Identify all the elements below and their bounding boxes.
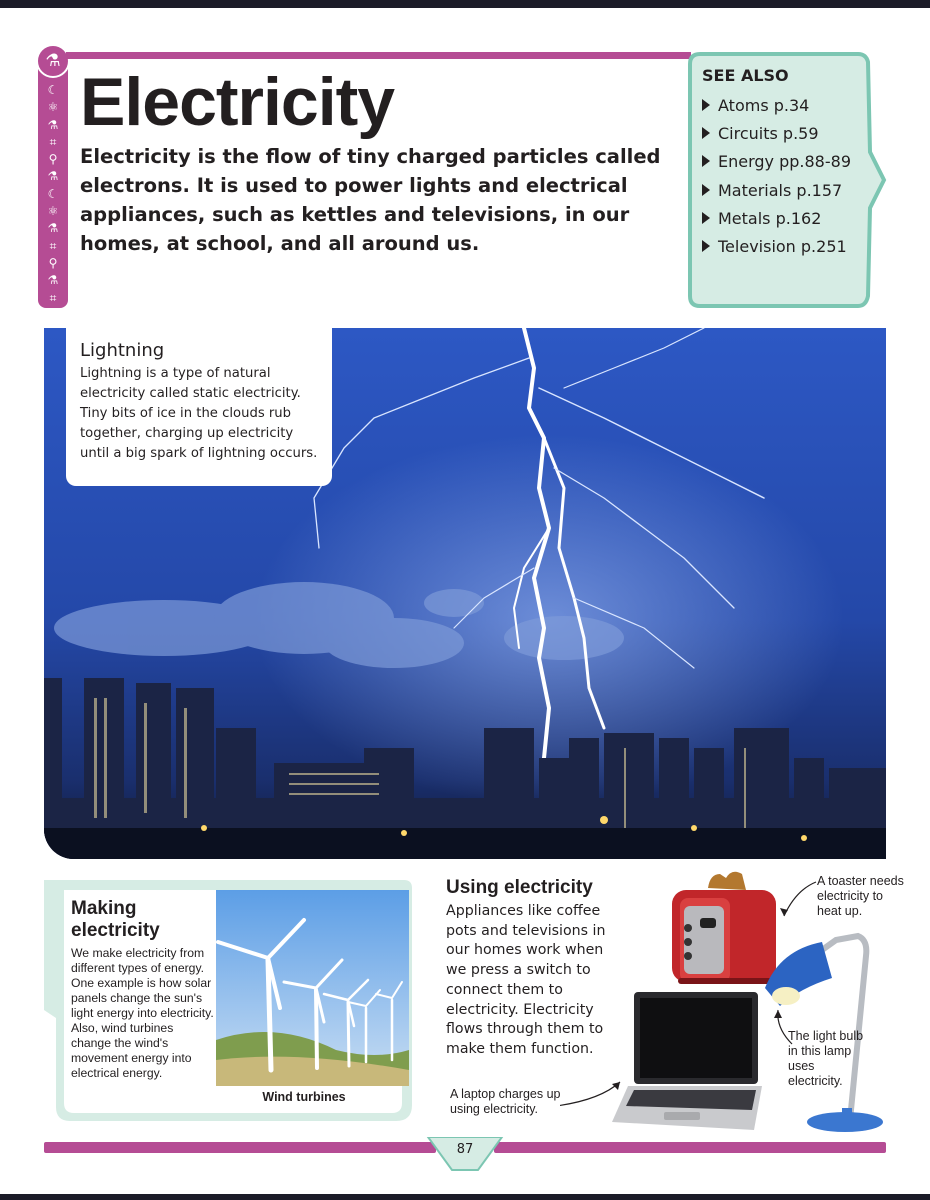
- see-also-item[interactable]: Television p.251: [702, 233, 851, 261]
- topic-glyph-icon: ⌗: [49, 134, 57, 149]
- topic-glyph-icon: ⚗: [47, 169, 59, 184]
- using-heading: Using electricity: [446, 877, 593, 898]
- triangle-bullet-icon: [702, 99, 710, 111]
- lamp-caption: The light bulb in this lamp uses electricity.: [788, 1029, 864, 1088]
- topic-glyph-icon: ⚛: [47, 204, 59, 219]
- topic-glyph-icon: ⚲: [48, 255, 58, 270]
- topic-glyph-icon: ⌗: [49, 238, 57, 253]
- page-title: Electricity: [80, 64, 395, 140]
- triangle-bullet-icon: [702, 212, 710, 224]
- lightning-caption-box: [66, 328, 332, 486]
- laptop-image: [612, 992, 762, 1130]
- making-heading: Making electricity: [71, 898, 160, 941]
- topic-icon-strip: [38, 46, 68, 308]
- topic-glyph-icon: ⚲: [48, 152, 58, 167]
- making-body: We make electricity from different types of energy. One example is how solar panels change the sun's light energy into electricity. Also, wind turbines change the wind's movement energy into electrical energy.: [71, 946, 214, 1080]
- page-number: 87: [456, 1142, 474, 1157]
- wind-turbines-photo: [216, 890, 409, 1086]
- laptop-caption: A laptop charges up using electricity.: [450, 1087, 561, 1116]
- title-rule: [66, 52, 691, 59]
- topic-icons: [38, 82, 68, 307]
- intro-text: Electricity is the flow of tiny charged particles called electrons. It is used to power lights and electrical appliances, such as kettles and televisions, in our homes, at school, and all around us.: [80, 145, 661, 255]
- see-also-title: SEE ALSO: [702, 66, 789, 85]
- triangle-bullet-icon: [702, 127, 710, 139]
- see-also-item[interactable]: Materials p.157: [702, 177, 851, 205]
- topic-glyph-icon: ⚗: [47, 117, 59, 132]
- turbine-caption: Wind turbines: [262, 1090, 346, 1104]
- see-also-item[interactable]: Atoms p.34: [702, 92, 851, 120]
- see-also-list: [702, 92, 851, 261]
- see-also-item[interactable]: Energy pp.88-89: [702, 148, 851, 176]
- toaster-caption: A toaster needs electricity to heat up.: [817, 874, 904, 918]
- flask-icon: ⚗: [36, 44, 70, 78]
- footer-bar-right: [494, 1142, 886, 1153]
- topic-glyph-icon: ⚗: [47, 221, 59, 236]
- topic-glyph-icon: ⌗: [49, 290, 57, 305]
- topic-glyph-icon: ☾: [47, 83, 59, 97]
- see-also-item[interactable]: Metals p.162: [702, 205, 851, 233]
- bottom-rule: [0, 1194, 930, 1200]
- top-rule: [0, 0, 930, 8]
- triangle-bullet-icon: [702, 240, 710, 252]
- making-electricity-box: [44, 880, 414, 1123]
- lightning-body: Lightning is a type of natural electricity called static electricity. Tiny bits of ice in the clouds rub together, charging up electricity until a big spark of lightning occurs.: [80, 366, 318, 461]
- topic-glyph-icon: ⚛: [47, 100, 59, 115]
- making-text: [71, 898, 216, 1081]
- see-also-item[interactable]: Circuits p.59: [702, 120, 851, 148]
- topic-glyph-icon: ⚗: [47, 273, 59, 288]
- triangle-bullet-icon: [702, 184, 710, 196]
- topic-glyph-icon: ☾: [47, 186, 59, 201]
- see-also-box: [688, 52, 888, 308]
- lightning-heading: Lightning: [80, 340, 165, 361]
- triangle-bullet-icon: [702, 155, 710, 167]
- toaster-image: [672, 872, 776, 984]
- footer-bar-left: [44, 1142, 436, 1153]
- using-body: Appliances like coffee pots and televisions in our homes work when we press a switch to connect them to electricity. Electricity flows through them to make them function.: [446, 903, 606, 1057]
